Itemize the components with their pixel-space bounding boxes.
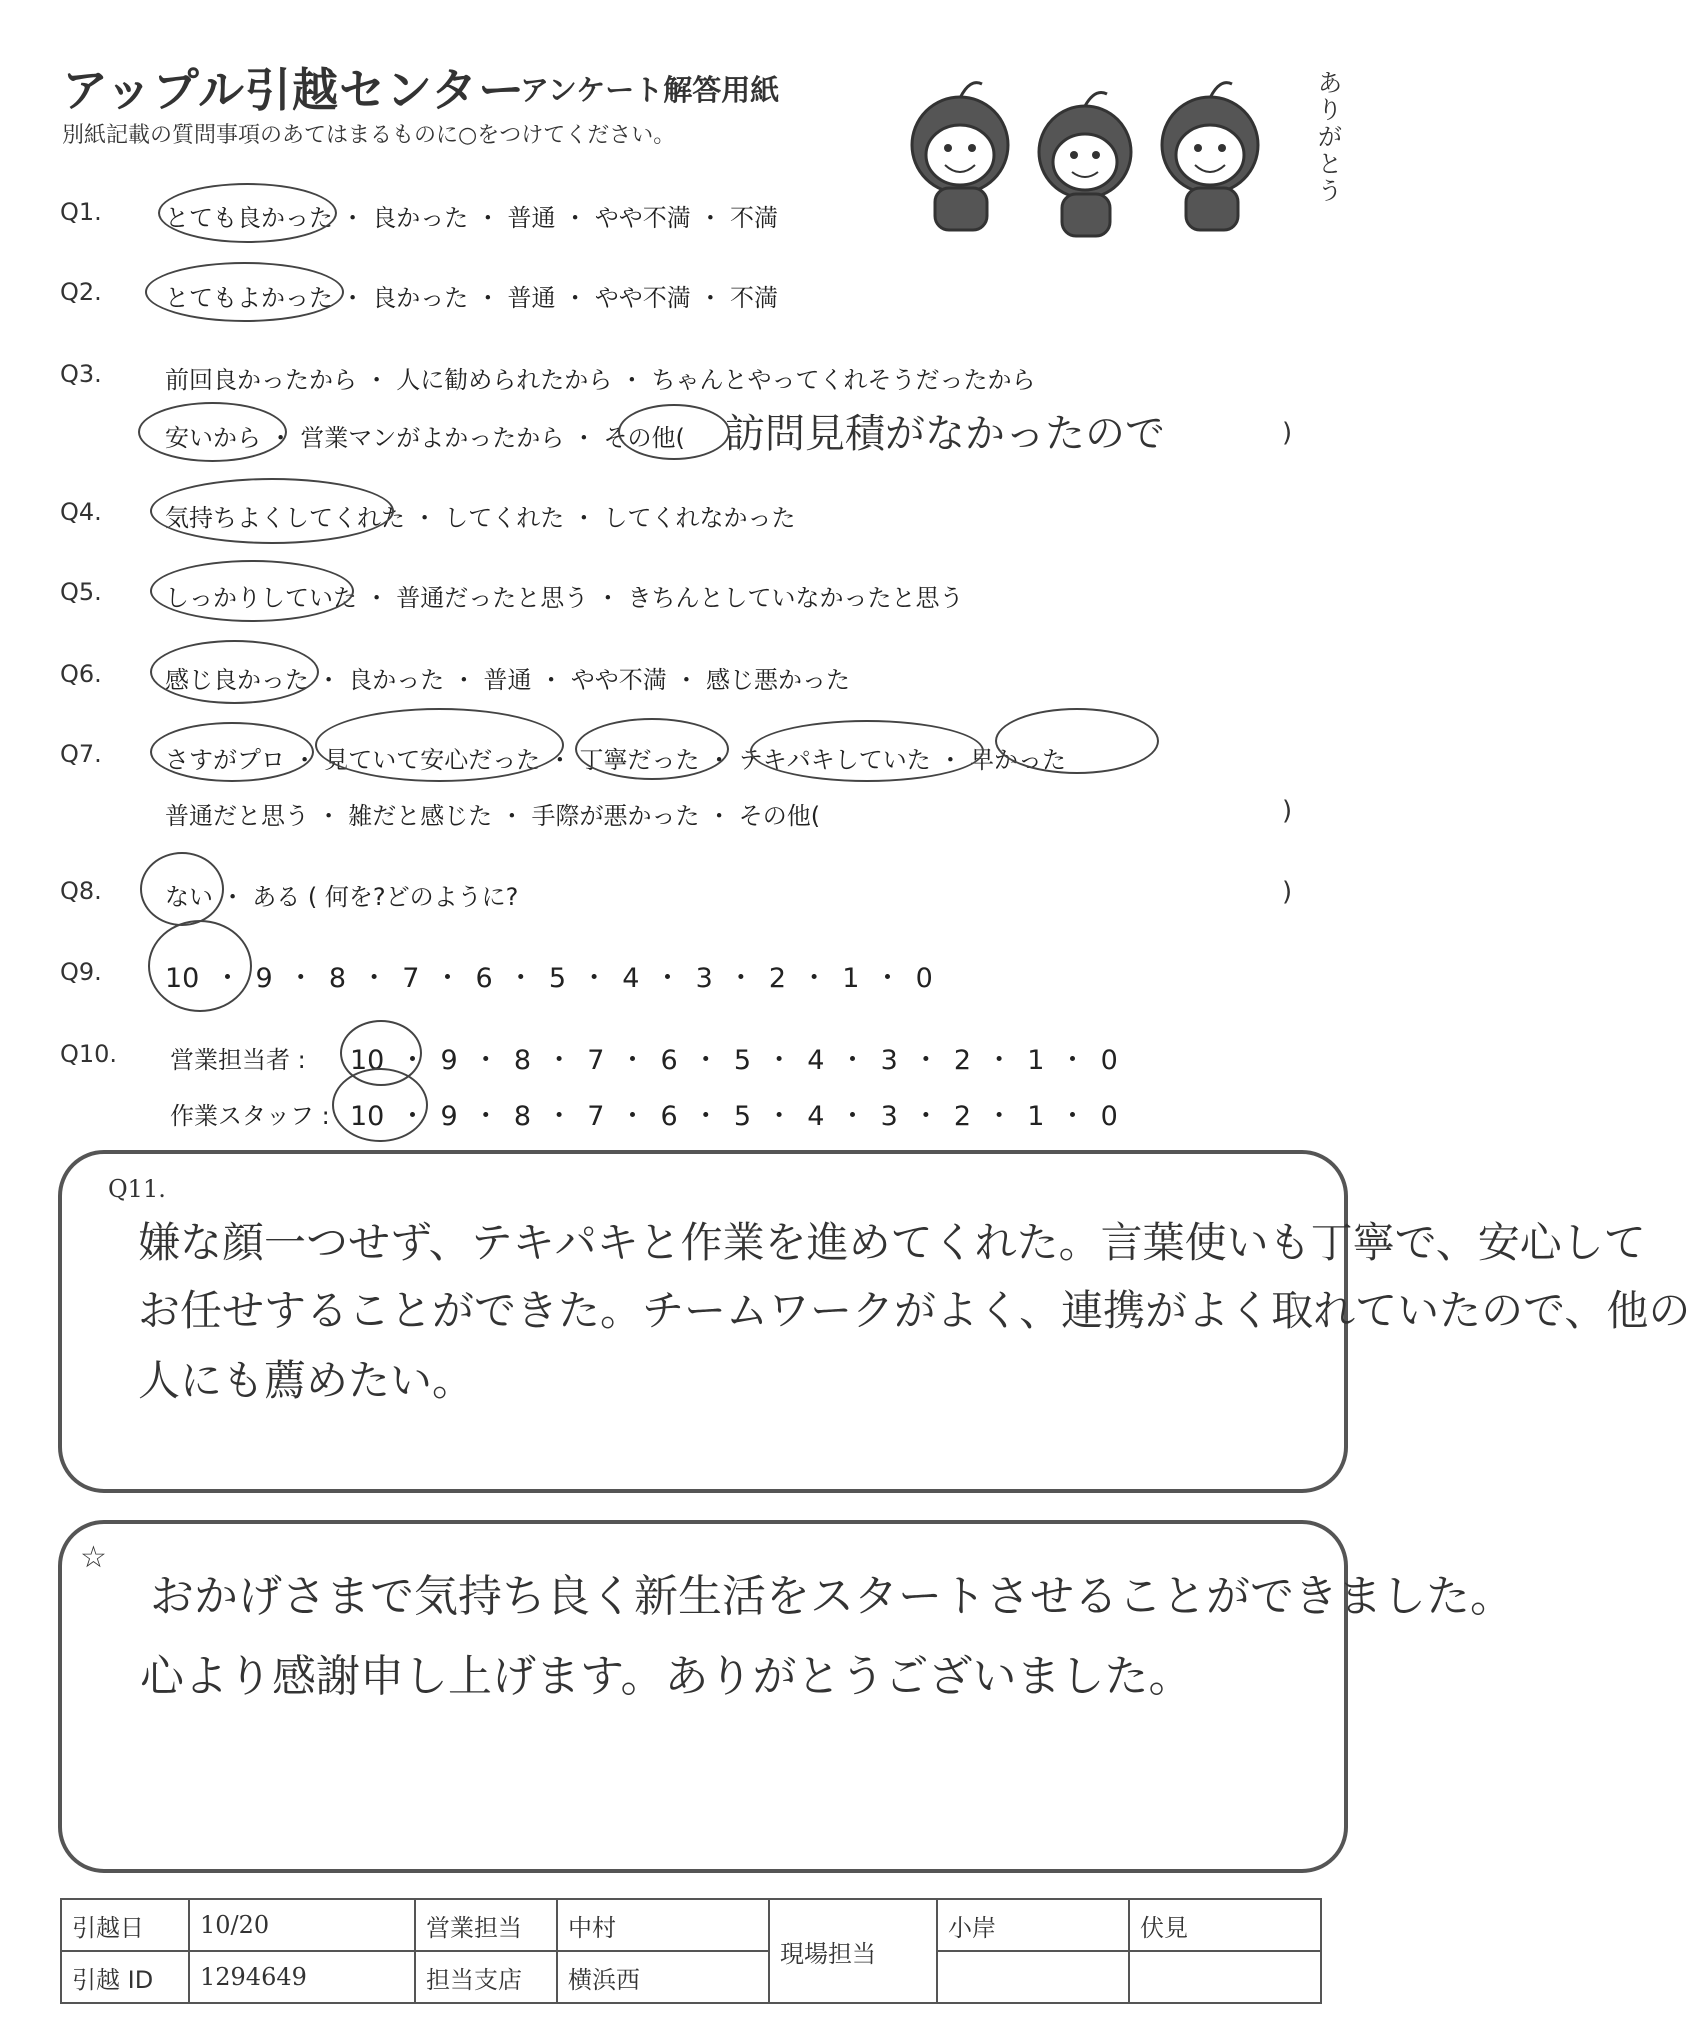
q1-label: Q1. (60, 198, 102, 226)
q7-label: Q7. (60, 740, 102, 768)
branch-label: 担当支店 (415, 1951, 557, 2003)
company-title: アップル引越センター (62, 63, 526, 117)
site-staff-empty-1 (937, 1951, 1129, 2003)
monkey-mascots-illustration (890, 60, 1330, 250)
sales-rep-label: 営業担当 (415, 1899, 557, 1951)
q7-options-line1: さすがプロ ・ 見ていて安心だった ・ 丁寧だった ・ テキパキしていた ・ 早かった (165, 746, 1067, 774)
q8-close-paren: ) (1282, 877, 1293, 907)
message-line2: 心より感謝申し上げます。ありがとうございました。 (140, 1651, 1193, 1702)
q10-label: Q10. (60, 1040, 118, 1068)
site-staff-empty-2 (1129, 1951, 1321, 2003)
q6-answer-circle (150, 640, 319, 704)
q2-answer-circle (145, 262, 344, 322)
q2-options: とてもよかった ・ 良かった ・ 普通 ・ やや不満 ・ 不満 (165, 284, 779, 312)
q11-comment-line1: 嫌な顔一つせず、テキパキと作業を進めてくれた。言葉使いも丁寧で、安心して (138, 1218, 1646, 1267)
instruction-text: 別紙記載の質問事項のあてはまるものに○をつけてください。 (62, 123, 676, 148)
q5-answer-circle (150, 560, 354, 622)
q3-answer-circle-other (618, 404, 730, 460)
q7-close-paren: ) (1282, 796, 1293, 826)
q6-options: 感じ良かった ・ 良かった ・ 普通 ・ やや不満 ・ 感じ悪かった (165, 666, 851, 694)
q8-label: Q8. (60, 877, 102, 905)
move-date-value: 10/20 (189, 1899, 415, 1951)
q10-staff-label: 作業スタッフ : (170, 1102, 330, 1130)
q9-label: Q9. (60, 958, 102, 986)
q11-comment-line3: 人にも薦めたい。 (138, 1356, 475, 1405)
q3-options-line2: 安いから ・ 営業マンがよかったから ・ その他( (165, 424, 685, 452)
q11-comment-line2: お任せすることができた。チームワークがよく、連携がよく取れていたので、他の (138, 1286, 1690, 1335)
q3-options-line1: 前回良かったから ・ 人に勧められたから ・ ちゃんとやってくれそうだったから (165, 366, 1036, 394)
q7-answer-circle-reassured (315, 708, 564, 782)
q3-label: Q3. (60, 360, 102, 388)
footer-info-table (60, 1898, 1322, 2004)
site-staff-2: 伏見 (1129, 1899, 1321, 1951)
form-subtitle: アンケート解答用紙 (520, 73, 780, 107)
mascot-thanks-text: ありがとう (1318, 69, 1342, 205)
q10-staff-answer-circle (332, 1068, 428, 1142)
q10-sales-scale: 10 ・ 9 ・ 8 ・ 7 ・ 6 ・ 5 ・ 4 ・ 3 ・ 2 ・ 1 ・ 0 (350, 1045, 1118, 1076)
q3-close-paren: ) (1282, 418, 1293, 448)
q10-staff-scale: 10 ・ 9 ・ 8 ・ 7 ・ 6 ・ 5 ・ 4 ・ 3 ・ 2 ・ 1 ・ 0 (350, 1101, 1118, 1132)
q4-answer-circle (150, 478, 394, 544)
q6-label: Q6. (60, 660, 102, 688)
q11-label: Q11. (108, 1175, 166, 1203)
star-marker: ☆ (80, 1540, 107, 1575)
message-line1: おかげさまで気持ち良く新生活をスタートさせることができました。 (150, 1571, 1514, 1622)
q1-options: とても良かった ・ 良かった ・ 普通 ・ やや不満 ・ 不満 (165, 204, 779, 232)
q7-answer-circle-polite (575, 718, 729, 780)
q3-answer-circle-cheap (138, 402, 287, 462)
move-id-label: 引越 ID (61, 1951, 189, 2003)
q8-options: ない ・ ある ( 何を?どのように? (165, 883, 519, 911)
q2-label: Q2. (60, 278, 102, 306)
q7-options-line2: 普通だと思う ・ 雑だと感じた ・ 手際が悪かった ・ その他( (165, 802, 821, 830)
q5-options: しっかりしていた ・ 普通だったと思う ・ きちんとしていなかったと思う (165, 584, 964, 612)
move-id-value: 1294649 (189, 1951, 415, 2003)
move-date-label: 引越日 (61, 1899, 189, 1951)
q9-scale: 10 ・ 9 ・ 8 ・ 7 ・ 6 ・ 5 ・ 4 ・ 3 ・ 2 ・ 1 ・ 0 (165, 963, 933, 994)
sales-rep-name: 中村 (557, 1899, 769, 1951)
q4-label: Q4. (60, 498, 102, 526)
site-staff-label: 現場担当 (769, 1899, 937, 2003)
q7-answer-circle-brisk (750, 720, 984, 782)
q9-answer-circle (148, 920, 252, 1012)
q1-answer-circle (158, 183, 337, 243)
q7-answer-circle-pro (150, 722, 314, 782)
branch-name: 横浜西 (557, 1951, 769, 2003)
q8-answer-circle (140, 852, 224, 926)
site-staff-1: 小岸 (937, 1899, 1129, 1951)
q5-label: Q5. (60, 578, 102, 606)
q10-sales-label: 営業担当者 : (170, 1046, 306, 1074)
q4-options: 気持ちよくしてくれた ・ してくれた ・ してくれなかった (165, 504, 796, 532)
q7-answer-circle-fast (995, 708, 1159, 774)
q3-other-handwritten: 訪問見積がなかったので (725, 411, 1165, 457)
